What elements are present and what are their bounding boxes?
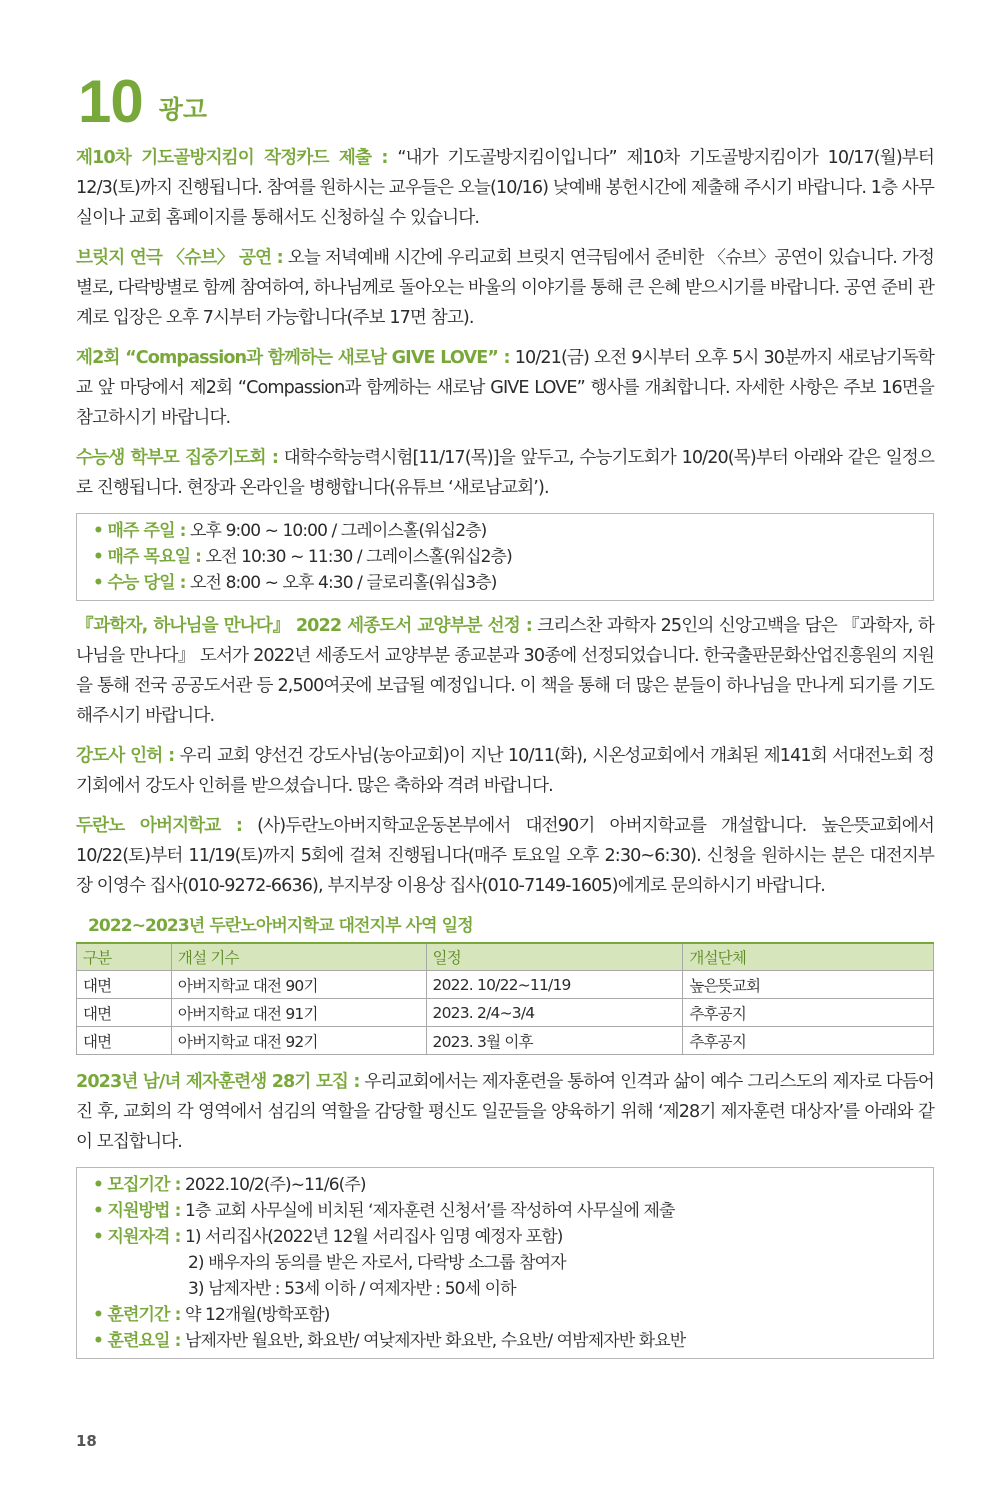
table-row [77, 971, 934, 999]
list-item: • 매주 주일 : 오후 9:00 ~ 10:00 / 그레이스홀(워십2층) [93, 521, 487, 541]
table-header-row [77, 943, 934, 971]
list-item: • 모집기간 : 2022.10/2(주)~11/6(주) [93, 1175, 366, 1195]
column-header: 개설 기수 [171, 943, 426, 971]
schedule-table [76, 942, 934, 1055]
column-header: 일정 [426, 943, 683, 971]
table-cell: 대면 [77, 971, 172, 999]
table-cell: 아버지학교 대전 91기 [171, 999, 426, 1027]
prayer-schedule-box [76, 513, 934, 601]
column-header: 개설단체 [683, 943, 934, 971]
announcements [76, 143, 934, 1369]
table-cell: 추후공지 [683, 999, 934, 1027]
table-title: 2022~2023년 두란노아버지학교 대전지부 사역 일정 [88, 916, 473, 936]
table-cell: 대면 [77, 1027, 172, 1055]
table-cell: 2023. 3월 이후 [426, 1027, 683, 1055]
announcement-exam-prayer: 수능생 학부모 집중기도회 : 대학수학능력시험[11/17(목)]을 앞두고, 수능기도회가 10/20(목)부터 아래와 같은 일정으로 진행됩니다. 현장과 온라인을 병행합니다(유튜브 ‘새로남교회’). [76, 448, 934, 498]
list-item: • 매주 목요일 : 오전 10:30 ~ 11:30 / 그레이스홀(워십2층) [93, 547, 512, 567]
section-title: 광고 [158, 95, 208, 124]
column-header: 구분 [77, 943, 172, 971]
announcement-prayer-card: 제10차 기도골방지킴이 작정카드 제출 : “내가 기도골방지킴이입니다” 제10차 기도골방지킴이가 10/17(월)부터 12/3(토)까지 진행됩니다. 참여를 원하시는 교우들은 오늘(10/16) 낮예배 봉헌시간에 제출해 주시기 바랍니다. 1층 사무실이나 교회 홈페이지를 통해서도 신청하실 수 있습니다. [76, 148, 934, 228]
announcement-bridge-play: 브릿지 연극 〈슈브〉 공연 : 오늘 저녁예배 시간에 우리교회 브릿지 연극팀에서 준비한 〈슈브〉공연이 있습니다. 가정별로, 다락방별로 함께 참여하여, 하나님께로 돌아오는 바울의 이야기를 통해 큰 은혜 받으시기를 바랍니다. 공연 준비 관계로 입장은 오후 7시부터 가능합니다(주보 17면 참고). [76, 248, 934, 328]
table-cell: 추후공지 [683, 1027, 934, 1055]
list-item: • 지원자격 : 1) 서리집사(2022년 12월 서리집사 임명 예정자 포함) [93, 1227, 563, 1247]
table-cell: 아버지학교 대전 90기 [171, 971, 426, 999]
table-row [77, 1027, 934, 1055]
list-item: • 지원방법 : 1층 교회 사무실에 비치된 ‘제자훈련 신청서’를 작성하여 사무실에 제출 [93, 1201, 675, 1221]
page-number: 18 [76, 1432, 97, 1450]
list-item: • 훈련요일 : 남제자반 월요반, 화요반/ 여낮제자반 화요반, 수요반/ 여밤제자반 화요반 [93, 1331, 686, 1351]
table-cell: 대면 [77, 999, 172, 1027]
table-cell: 아버지학교 대전 92기 [171, 1027, 426, 1055]
recruit-box [76, 1167, 934, 1359]
announcement-father-school: 두란노 아버지학교 : (사)두란노아버지학교운동본부에서 대전90기 아버지학교를 개설합니다. 높은뜻교회에서 10/22(토)부터 11/19(토)까지 5회에 걸쳐 진행됩니다(매주 토요일 오후 2:30~6:30). 신청을 원하시는 분은 대전지부장 이영수 집사(010-9272-6636), 부지부장 이용상 집사(010-7149-1605)에게로 문의하시기 바랍니다. [76, 816, 934, 896]
list-item: • 훈련기간 : 약 12개월(방학포함) [93, 1305, 330, 1325]
announcement-book-award: 『과학자, 하나님을 만나다』 2022 세종도서 교양부분 선정 : 크리스찬 과학자 25인의 신앙고백을 담은 『과학자, 하나님을 만나다』 도서가 2022년 세종도서 교양부분 종교분과 30종에 선정되었습니다. 한국출판문화산업진흥원의 지원을 통해 전국 공공도서관 등 2,500여곳에 보급될 예정입니다. 이 책을 통해 더 많은 분들이 하나님을 만나게 되기를 기도해주시기 바랍니다. [76, 616, 934, 726]
announcement-give-love: 제2회 “Compassion과 함께하는 새로남 GIVE LOVE” : 10/21(금) 오전 9시부터 오후 5시 30분까지 새로남기독학교 앞 마당에서 제2회 “Compassion과 함께하는 새로남 GIVE LOVE” 행사를 개최합니다. 자세한 사항은 주보 16면을 참고하시기 바랍니다. [76, 348, 935, 428]
list-item-continuation: 2) 배우자의 동의를 받은 자로서, 다락방 소그룹 참여자 [188, 1253, 566, 1273]
table-row [77, 999, 934, 1027]
table-cell: 2022. 10/22~11/19 [426, 971, 683, 999]
announcement-discipleship: 2023년 남/녀 제자훈련생 28기 모집 : 우리교회에서는 제자훈련을 통하여 인격과 삶이 예수 그리스도의 제자로 다듬어진 후, 교회의 각 영역에서 섬김의 역할을 감당할 평신도 일꾼들을 양육하기 위해 ‘제28기 제자훈련 대상자’를 아래와 같이 모집합니다. [76, 1072, 935, 1152]
table-cell: 높은뜻교회 [683, 971, 934, 999]
section-header [78, 68, 208, 135]
announcement-preacher-license: 강도사 인허 : 우리 교회 양선건 강도사님(농아교회)이 지난 10/11(화), 시온성교회에서 개최된 제141회 서대전노회 정기회에서 강도사 인허를 받으셨습니다. 많은 축하와 격려 바랍니다. [76, 746, 934, 796]
list-item-continuation: 3) 남제자반 : 53세 이하 / 여제자반 : 50세 이하 [188, 1279, 516, 1299]
list-item: • 수능 당일 : 오전 8:00 ~ 오후 4:30 / 글로리홀(워십3층) [93, 573, 497, 593]
table-cell: 2023. 2/4~3/4 [426, 999, 683, 1027]
section-number: 10 [78, 68, 143, 135]
